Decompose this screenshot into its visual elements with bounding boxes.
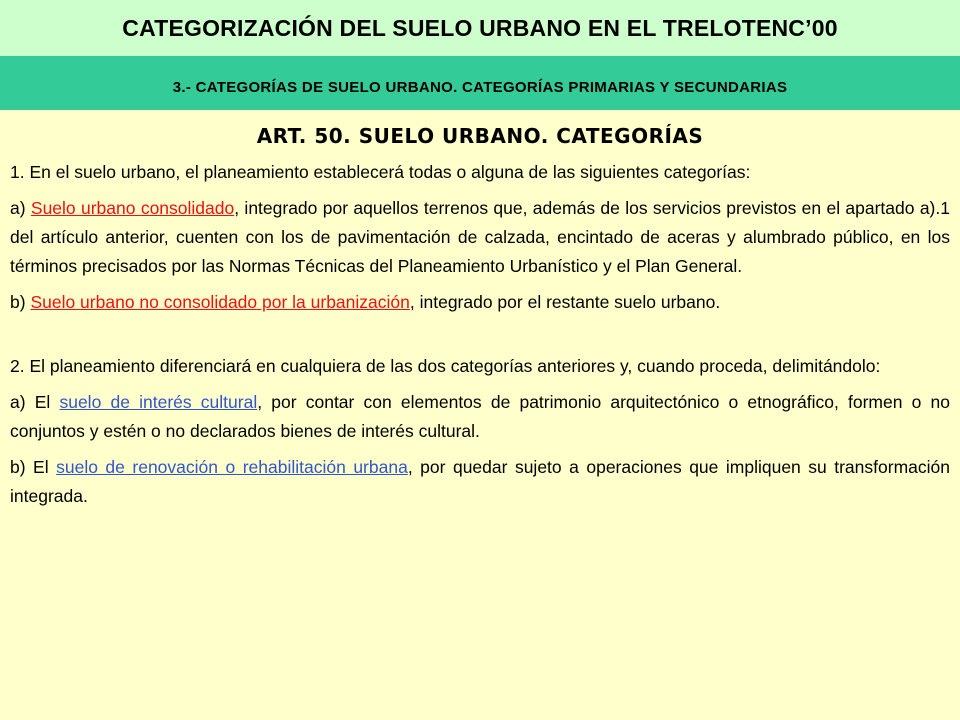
page-subtitle: 3.- CATEGORÍAS DE SUELO URBANO. CATEGORÍAS PRIMARIAS Y SECUNDARIAS (172, 78, 788, 96)
spacer (10, 324, 950, 352)
link-suelo-urbano-consolidado[interactable]: Suelo urbano consolidado (30, 198, 235, 218)
link-suelo-interes-cultural[interactable]: suelo de interés cultural (59, 392, 258, 412)
paragraph-2: 2. El planeamiento diferenciará en cualquiera de las dos categorías anteriores y, cuando proceda, delimitándolo: (10, 356, 881, 376)
article-title: ART. 50. SUELO URBANO. CATEGORÍAS (256, 124, 704, 148)
subtitle-bar (0, 56, 960, 110)
paragraph-1a-prefix: a) (10, 198, 31, 218)
paragraph-1b-text: , integrado por el restante suelo urbano. (409, 292, 721, 312)
paragraph-1a-text: , integrado por aquellos terrenos que, además de los servicios previstos en el apartado a).1 del artículo anterior, cuenten con los de pavimentación de calzada, encintado de aceras y alumbrado público, en los términos precisados por las Normas Técnicas del Planeamiento Urbanístico y el Plan General. (10, 198, 950, 276)
paragraph-2b (10, 453, 950, 511)
title-bar (0, 0, 960, 56)
paragraph-2a (10, 388, 950, 446)
page-title: CATEGORIZACIÓN DEL SUELO URBANO EN EL TRELOTENC’00 (122, 14, 838, 41)
link-suelo-renovacion-rehabilitacion[interactable]: suelo de renovación o rehabilitación urbana (56, 457, 408, 477)
paragraph-1a (10, 194, 950, 281)
paragraph-1: 1. En el suelo urbano, el planeamiento establecerá todas o alguna de las siguientes categorías: (10, 162, 751, 182)
paragraph-2a-text: , por contar con elementos de patrimonio arquitectónico o etnográfico, formen o no conjuntos y estén o no declarados bienes de interés cultural. (10, 392, 950, 441)
link-suelo-urbano-no-consolidado[interactable]: Suelo urbano no consolidado por la urbanización (30, 292, 410, 312)
paragraph-1b (10, 288, 950, 317)
paragraph-2a-prefix: a) El (10, 392, 60, 412)
article-content (10, 124, 950, 518)
paragraph-1b-prefix: b) (10, 292, 31, 312)
paragraph-2b-prefix: b) El (10, 457, 57, 477)
paragraph-2b-text: , por quedar sujeto a operaciones que impliquen su transformación integrada. (10, 457, 950, 506)
